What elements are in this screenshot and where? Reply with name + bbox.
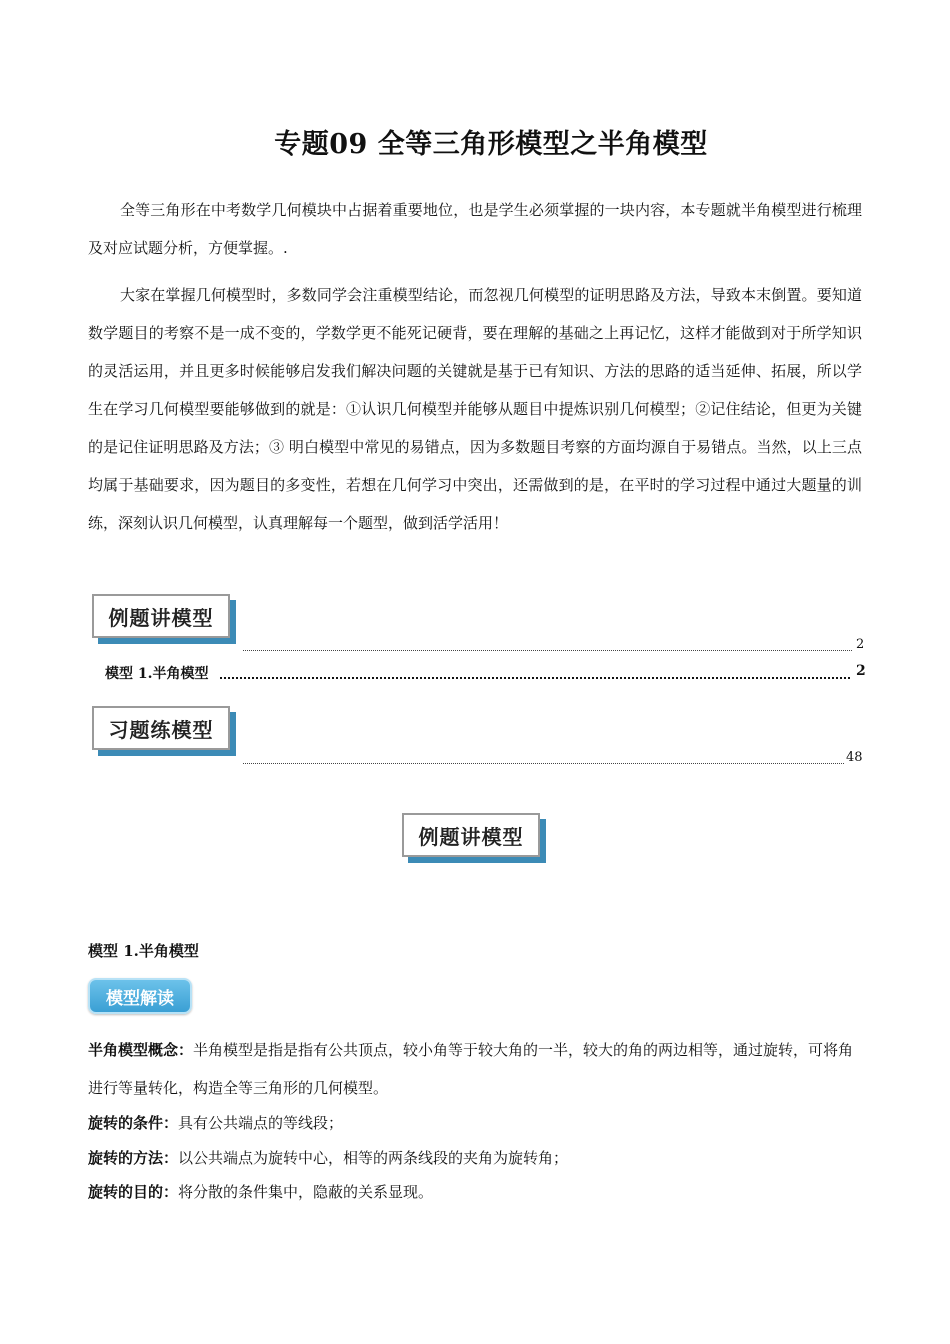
intro-paragraph-1: 全等三角形在中考数学几何模块中占据着重要地位，也是学生必须掌握的一块内容，本专题就半角模型进行梳理及对应试题分析，方便掌握。.: [88, 201, 862, 257]
toc-page-number[interactable]: 2: [856, 663, 866, 679]
intro-paragraph-2: 大家在掌握几何模型时，多数同学会注重模型结论，而忽视几何模型的证明思路及方法，导致本末倒置。要知道数学题目的考察不是一成不变的，学数学更不能死记硬背，要在理解的基础之上再记忆，这样才能做到对于所学知识的灵活运用，并且更多时候能够启发我们解决问题的关键就是基于已有知识、方法的思路的适当延伸、拓展，所以学生在学习几何模型要能够做到的就是：①认识几何模型并能够从题目中提炼识别几何模型；②记住结论，但更为关键的是记住证明思路及方法；③ 明白模型中常见的易错点，因为多数题目考察的方面均源自于易错点。当然，以上三点均属于基础要求，因为题目的多变性，若想在几何学习中突出，还需做到的是，在平时的学习过程中通过大题量的训练，深刻认识几何模型，认真理解每一个题型，做到活学活用！: [88, 286, 862, 532]
toc-page-number[interactable]: 2: [856, 637, 865, 652]
toc-leader-dots: [243, 763, 844, 764]
section-heading: 模型 1.半角模型: [88, 942, 199, 960]
definition-method: [88, 1139, 864, 1177]
definition-text: 以公共端点为旋转中心，相等的两条线段的夹角为旋转角；: [178, 1149, 569, 1167]
definition-text: 具有公共端点的等线段；: [178, 1114, 344, 1132]
toc-page-number[interactable]: 48: [846, 750, 863, 765]
toc-leader-dots: [243, 650, 852, 651]
section-banner-examples: 例题讲模型: [402, 813, 540, 857]
definition-term: 旋转的方法：: [88, 1149, 179, 1167]
page-title: 专题09 全等三角形模型之半角模型: [274, 129, 708, 160]
definition-purpose: [88, 1173, 864, 1211]
toc-item-model-1[interactable]: 模型 1.半角模型: [105, 666, 209, 682]
definition-text: 半角模型是指是指有公共顶点，较小角等于较大角的一半，较大的角的两边相等，通过旋转，可将角进行等量转化，构造全等三角形的几何模型。: [88, 1041, 854, 1097]
toc-leader-dots: [220, 677, 850, 679]
toc-banner-examples: 例题讲模型: [92, 594, 230, 638]
definition-concept: [88, 1031, 864, 1107]
definition-term: 半角模型概念：: [88, 1041, 194, 1059]
definition-term: 旋转的条件：: [88, 1114, 179, 1132]
toc-banner-exercises: 习题练模型: [92, 706, 230, 750]
definition-condition: [88, 1104, 864, 1142]
definition-term: 旋转的目的：: [88, 1183, 179, 1201]
model-reading-badge: 模型解读: [88, 978, 192, 1014]
definition-text: 将分散的条件集中，隐蔽的关系显现。: [178, 1183, 434, 1201]
